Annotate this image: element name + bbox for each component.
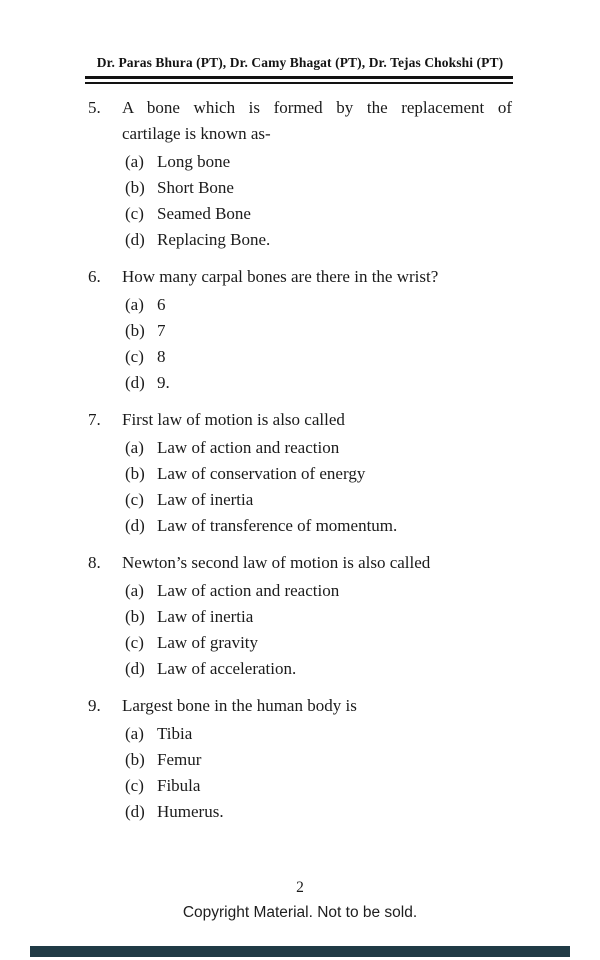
option-text: Law of inertia [157,607,254,626]
question-text [122,693,512,719]
option-text: Law of action and reaction [157,581,340,600]
question-head [88,550,512,576]
options-list [88,435,512,539]
answer-option [125,630,512,656]
option-text: Long bone [157,152,231,171]
question-text-line: First law of motion is also called [122,410,345,429]
options-list [88,721,512,825]
answer-option [125,604,512,630]
option-marker: (b) [125,607,145,626]
option-marker: (d) [125,802,145,821]
option-marker: (d) [125,659,145,678]
bottom-edge-bar [30,946,570,957]
questions-list [88,95,512,836]
answer-option [125,461,512,487]
option-text: Law of conservation of energy [157,464,366,483]
option-text: Law of action and reaction [157,438,340,457]
option-text: Law of acceleration. [157,659,297,678]
option-marker: (c) [125,490,144,509]
question-number: 6. [88,267,101,286]
option-text: Law of gravity [157,633,259,652]
question-head [88,264,512,290]
answer-option [125,721,512,747]
option-marker: (c) [125,204,144,223]
question-block [88,95,512,253]
question-text [122,407,512,433]
header-divider [85,76,513,84]
option-text: Law of inertia [157,490,254,509]
options-list [88,578,512,682]
answer-option [125,175,512,201]
answer-option [125,799,512,825]
option-marker: (a) [125,295,144,314]
option-marker: (a) [125,581,144,600]
option-marker: (a) [125,152,144,171]
answer-option [125,656,512,682]
authors-header: Dr. Paras Bhura (PT), Dr. Camy Bhagat (PT), Dr. Tejas Chokshi (PT) [96,55,504,70]
copyright-notice: Copyright Material. Not to be sold. [182,904,418,921]
option-text: 6 [157,295,166,314]
question-block [88,264,512,396]
page-number: 2 [296,879,304,896]
answer-option [125,318,512,344]
question-text [122,95,512,147]
option-marker: (b) [125,464,145,483]
question-head [88,407,512,433]
option-text: 7 [157,321,166,340]
option-text: Fibula [157,776,201,795]
option-text: Law of transference of momentum. [157,516,398,535]
option-marker: (d) [125,516,145,535]
question-text [122,264,512,290]
option-marker: (b) [125,178,145,197]
option-marker: (c) [125,347,144,366]
option-text: Short Bone [157,178,234,197]
option-marker: (d) [125,230,145,249]
option-marker: (c) [125,776,144,795]
answer-option [125,344,512,370]
option-text: Tibia [157,724,193,743]
question-text-line: Newton’s second law of motion is also called [122,553,431,572]
answer-option [125,292,512,318]
question-text [122,550,512,576]
option-text: 9. [157,373,170,392]
option-marker: (c) [125,633,144,652]
question-number: 5. [88,98,101,117]
answer-option [125,487,512,513]
options-list [88,149,512,253]
option-text: Humerus. [157,802,224,821]
options-list [88,292,512,396]
option-text: Seamed Bone [157,204,251,223]
answer-option [125,513,512,539]
question-number: 9. [88,696,101,715]
answer-option [125,370,512,396]
option-marker: (d) [125,373,145,392]
answer-option [125,149,512,175]
question-number: 8. [88,553,101,572]
question-text-line: How many carpal bones are there in the wrist? [122,267,439,286]
question-text-line: A bone which is formed by the replacement of [122,98,512,117]
question-head [88,95,512,147]
option-text: Femur [157,750,202,769]
answer-option [125,747,512,773]
answer-option [125,227,512,253]
answer-option [125,201,512,227]
option-text: Replacing Bone. [157,230,271,249]
answer-option [125,773,512,799]
question-head [88,693,512,719]
answer-option [125,578,512,604]
option-marker: (a) [125,438,144,457]
question-text-line: Largest bone in the human body is [122,696,357,715]
question-block [88,407,512,539]
question-block [88,550,512,682]
option-marker: (b) [125,321,145,340]
question-number: 7. [88,410,101,429]
option-marker: (b) [125,750,145,769]
option-text: 8 [157,347,166,366]
question-text-line: cartilage is known as- [122,124,271,143]
question-block [88,693,512,825]
answer-option [125,435,512,461]
option-marker: (a) [125,724,144,743]
